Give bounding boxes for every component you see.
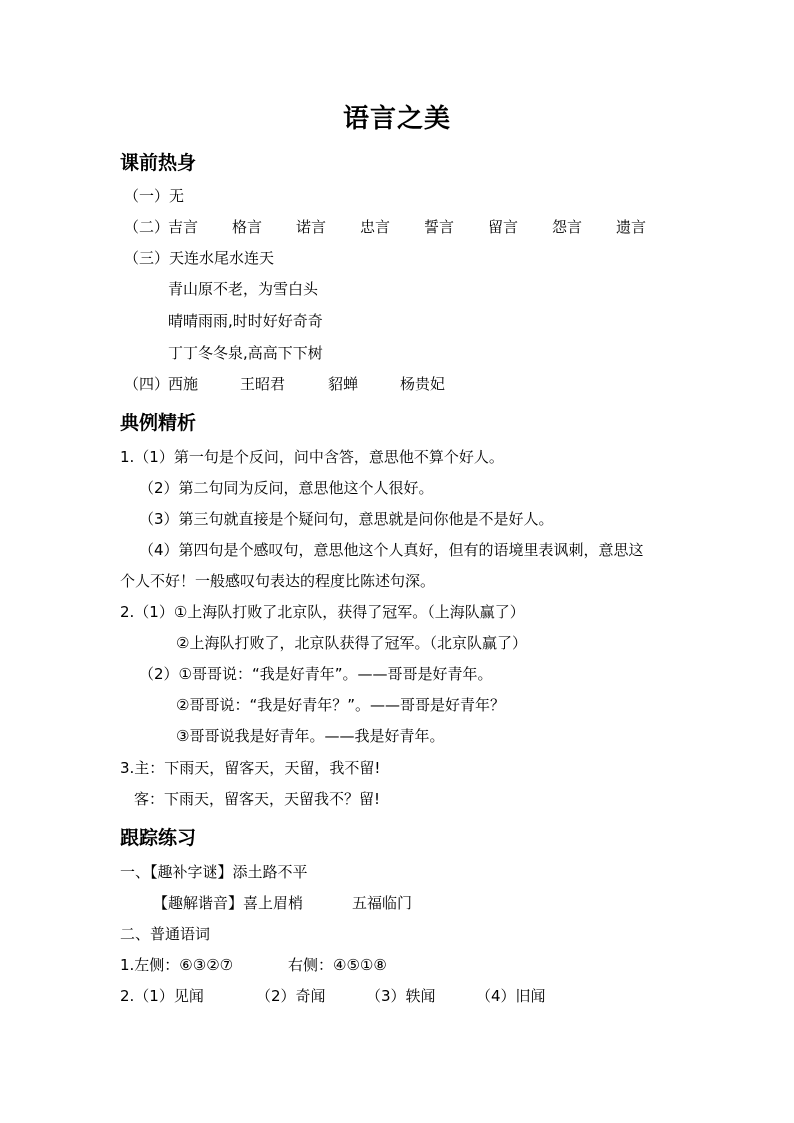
section-heading-practice: 跟踪练习 <box>120 827 197 849</box>
section-heading-examples: 典例精析 <box>120 412 197 434</box>
warmup-q1: （一）无 <box>124 187 185 205</box>
example-line: 2.（1）①上海队打败了北京队，获得了冠军。（上海队赢了） <box>120 603 525 621</box>
warmup-q3-line: 晴晴雨雨,时时好好奇奇 <box>168 312 323 330</box>
example-line: （4）第四句是个感叹句，意思他这个人真好，但有的语境里表讽刺，意思这 <box>139 541 644 559</box>
warmup-q3-line: 青山原不老，为雪白头 <box>168 280 319 298</box>
practice-line: 二、普通语词 <box>120 925 211 943</box>
word-item: 留言 <box>488 218 519 236</box>
example-line: （3）第三句就直接是个疑问句，意思就是问你他是不是好人。 <box>139 510 554 528</box>
warmup-q3-line: 丁丁冬冬泉,高高下下树 <box>168 344 323 362</box>
word-item: 格言 <box>232 218 263 236</box>
name-item: 王昭君 <box>240 375 286 393</box>
warmup-q4-row <box>124 374 524 394</box>
example-line: 1.（1）第一句是个反问，问中含答，意思他不算个好人。 <box>120 448 504 466</box>
word-item: 遗言 <box>616 218 647 236</box>
name-item: 貂蝉 <box>328 375 359 393</box>
word-item: 怨言 <box>552 218 583 236</box>
example-line: ②上海队打败了，北京队获得了冠军。（北京队赢了） <box>176 634 527 652</box>
example-line: 3.主：下雨天，留客天，天留，我不留! <box>120 759 381 777</box>
word-item: 吉言 <box>168 218 199 236</box>
practice-line: 五福临门 <box>352 894 413 912</box>
warmup-q2-label: （二） <box>124 218 170 236</box>
practice-line: 右侧：④⑤①⑧ <box>288 956 387 974</box>
example-line: （2）第二句同为反问，意思他这个人很好。 <box>139 479 434 497</box>
page-title: 语言之美 <box>342 104 451 134</box>
example-line: ②哥哥说：“我是好青年？”。——哥哥是好青年？ <box>176 696 505 714</box>
example-line: ③哥哥说我是好青年。——我是好青年。 <box>176 727 445 745</box>
word-item: 忠言 <box>360 218 391 236</box>
practice-line: 一、【趣补字谜】添土路不平 <box>120 863 308 881</box>
warmup-q2-row <box>124 217 664 237</box>
name-item: 西施 <box>168 375 199 393</box>
example-line: 个人不好！一般感叹句表达的程度比陈述句深。 <box>120 572 436 590</box>
warmup-q3-line: （三）天连水尾水连天 <box>124 249 275 267</box>
answer-item: （2）奇闻 <box>256 987 326 1005</box>
answer-item: （3）轶闻 <box>366 987 436 1005</box>
warmup-q4-label: （四） <box>124 375 170 393</box>
name-item: 杨贵妃 <box>400 375 446 393</box>
section-heading-warmup: 课前热身 <box>120 152 197 174</box>
example-line: （2）①哥哥说：“我是好青年”。——哥哥是好青年。 <box>139 665 493 683</box>
practice-line: 【趣解谐音】喜上眉梢 <box>153 894 304 912</box>
word-item: 誓言 <box>424 218 455 236</box>
answer-item: （4）旧闻 <box>476 987 546 1005</box>
practice-answers-row <box>120 986 580 1006</box>
word-item: 诺言 <box>296 218 327 236</box>
practice-line: 1.左侧：⑥③②⑦ <box>120 956 234 974</box>
answer-item: 2.（1）见闻 <box>120 987 204 1005</box>
example-line: 客：下雨天，留客天，天留我不？留! <box>134 790 381 808</box>
